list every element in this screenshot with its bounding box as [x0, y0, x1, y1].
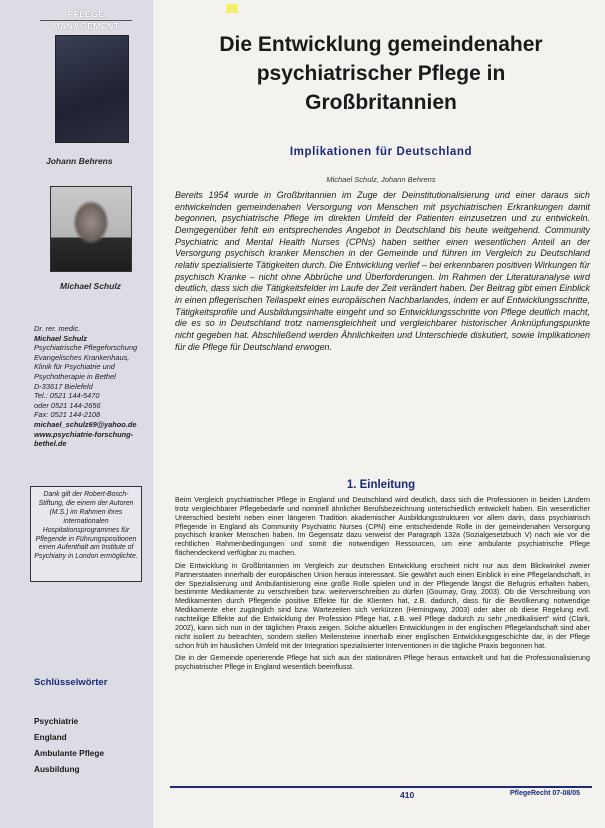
photo-caption-behrens: Johann Behrens: [46, 156, 113, 166]
contact-line: Evangelisches Krankenhaus,: [34, 352, 130, 362]
contact-line: D-33617 Bielefeld: [34, 381, 93, 391]
contact-website: www.psychiatrie-forschung-: [34, 429, 134, 439]
body-paragraph: Beim Vergleich psychiatrischer Pflege in England und Deutschland wird deutlich, dass sich die Professionen in beiden Ländern trotz vergleichbarer Pflegebedarfe und nominell ähnlicher Berufsbezeichnung unterschiedlich entwickelt haben. Ein wesentlicher Unterschied besteht neben einer längeren Tradition akademischer Ausbildungsstrukturen vor allem darin, dass psychiatrisch Pflegende in England als Community Psychiatric Nurses (CPN) eine entscheidende Rolle in der gemeindenahen Versorgung psychisch kranker Menschen haben. Im Gegensatz dazu verweist der Paragraph 132a (Sozialgesetzbuch V) nach wie vor die rechtlichen Rahmenbedingungen und somit die notwendigen Ressourcen, um eine ambulante psychiatrische Pflege flächendeckend verfügbar zu machen.: [175, 496, 590, 558]
contact-name: Michael Schulz: [34, 333, 87, 343]
contact-line: Klinik für Psychiatrie und: [34, 362, 115, 372]
section-label: [36, 10, 136, 31]
contact-block: [34, 324, 149, 449]
contact-line: oder 0521 144-2656: [34, 400, 101, 410]
body-paragraph: Die Entwicklung in Großbritannien im Vergleich zur deutschen Entwicklung erscheint nicht nur aus dem Blickwinkel zweier Partnerstaaten innerhalb der europäischen Union heraus interessant. Sie gewährt auch einen Einblick in eine Pflegelandschaft, in der Spezialisierung und Ambulantisierung eine große Rolle spielen und in der Pflegende längst die Befugnis erhalten haben, bestimmte Medikamente zu verschreiben bzw. weiterverschreiben zu dürfen (Gournay, Gray, 2003). Ob die Verschreibung von Medikamenten durch Pflegende positive Effekte für die Klienten hat, z.B. dadurch, dass für die Bevölkerung notwendige Medikamente eher zugänglich sind bzw. Wartezeiten sich verkürzen (Hemingway, 2003) oder aber ob diese Regelung evtl. nachteilige Effekte auf die Entwicklung der Profession Pflege hat, z.B. weil Pflege dadurch zu sehr „medikalisiert“ wird (Clark, 2002), kann sich nun in der täglichen Praxis zeigen. Solche aktuellen Entwicklungen in der englischen Pflegelandschaft sind aber nicht isoliert zu betrachten, sondern stellen Meilensteine innerhalb einer englischen Entwicklungsgeschichte dar, in der Pflege schon früh im häuslichen Umfeld mit der Integration spezialisierter Interventionen in die tägliche Praxis begonnen hat.: [175, 561, 590, 650]
section-heading: 1. Einleitung: [346, 479, 416, 491]
title-line2: psychiatrischer Pflege in: [256, 62, 506, 85]
keywords-list: [34, 713, 104, 777]
section-label-line2: MANAGEMENT: [52, 21, 120, 31]
contact-line: Tel.: 0521 144-5470: [34, 391, 100, 401]
page-footer: [170, 786, 592, 802]
contact-line: Fax: 0521 144-2108: [34, 410, 101, 420]
article-title: [170, 30, 592, 117]
title-line3: Großbritannien: [305, 91, 457, 114]
contact-degree: Dr. rer. medic.: [34, 324, 81, 333]
section-label-line1: PFLEGE: [67, 9, 105, 19]
keyword-item: England: [34, 732, 67, 742]
keyword-item: Ambulante Pflege: [34, 748, 105, 758]
title-line1: Die Entwicklung gemeindenaher: [219, 33, 543, 56]
contact-email: michael_schulz69@yahoo.de: [34, 419, 137, 429]
article-subtitle: Implikationen für Deutschland: [289, 146, 473, 158]
body-paragraph: Die in der Gemeinde operierende Pflege hat sich aus der stationären Pflege heraus entwickelt und hat die Professionalisierung psychiatrischer Pflege in England wesentlich beeinflusst.: [175, 654, 590, 672]
body-text: [175, 496, 590, 676]
contact-line: Psychotherapie in Bethel: [34, 371, 116, 381]
highlight-marker: [226, 4, 238, 13]
page-number: 410: [400, 790, 415, 800]
author-photo-behrens: [55, 35, 129, 143]
abstract: Bereits 1954 wurde in Großbritannien im Zuge der Deinstitutionalisierung und einer daraus sich entwickelnden gemeindenahen Versorgung von Menschen mit psychiatrischen Erkrankungen damit begonnen, psychiatrische Pflege im direkten Umfeld der Patienten einzusetzen und zu entwickeln. Demgegenüber fehlt ein entsprechendes Angebot in Deutschland bis heute weitgehend. Community Psychiatric and Mental Health Nurses (CPNs) haben seither einen wesentlichen Anteil an der Versorgung psychisch kranker Menschen in der Gemeinde und führen im Vergleich zu Deutschland relativ spezialisierte Tätigkeiten durch. Die Entwicklung verlief – bei erkennbaren positiven Wirkungen für psychisch Kranke – nicht ohne Abbrüche und Überforderungen. Im Rahmen der Literaturanalyse wird deutlich, dass sich die Tätigkeitsfelder im Laufe der Zeit verändert haben. Der Beitrag gibt einen Einblick in einen pflegerischen Teilaspekt eines europäischen Nachbarlandes, indem er auf Entwicklungsschritte, Tätigkeitsprofile und Ausbildungsinhalte eingeht und so Entwicklungsschritte von Pflege deutlich macht, die es so in Deutschland trotz namensgleichheit und vergleichbarer historischer Anknüpfungspunkte nicht gegeben hat. Abschließend werden Ähnlichkeiten und Unterschiede diskutiert, sowie Implikationen für die Pflege für Deutschland erwogen.: [175, 190, 590, 352]
article-authors: Michael Schulz, Johann Behrens: [326, 175, 436, 184]
acknowledgement-box: Dank gilt der Robert-Bosch-Stiftung, die einem der Autoren (M.S.) im Rahmen ihres internationalen Hospitationsprogrammes für Pflegende in Führungspositionen einen Aufenthalt am Institute of Psychiatry in London ermöglichte.: [30, 486, 142, 582]
keywords-title: Schlüsselwörter: [34, 677, 108, 688]
journal-name: PflegeRecht 07-08/05: [510, 790, 581, 797]
keyword-item: Ausbildung: [34, 764, 80, 774]
author-photo-schulz: [50, 186, 132, 272]
photo-caption-schulz: Michael Schulz: [60, 281, 121, 291]
keyword-item: Psychiatrie: [34, 716, 79, 726]
contact-website-cont: bethel.de: [34, 439, 67, 449]
contact-line: Psychiatrische Pflegeforschung: [34, 343, 138, 353]
